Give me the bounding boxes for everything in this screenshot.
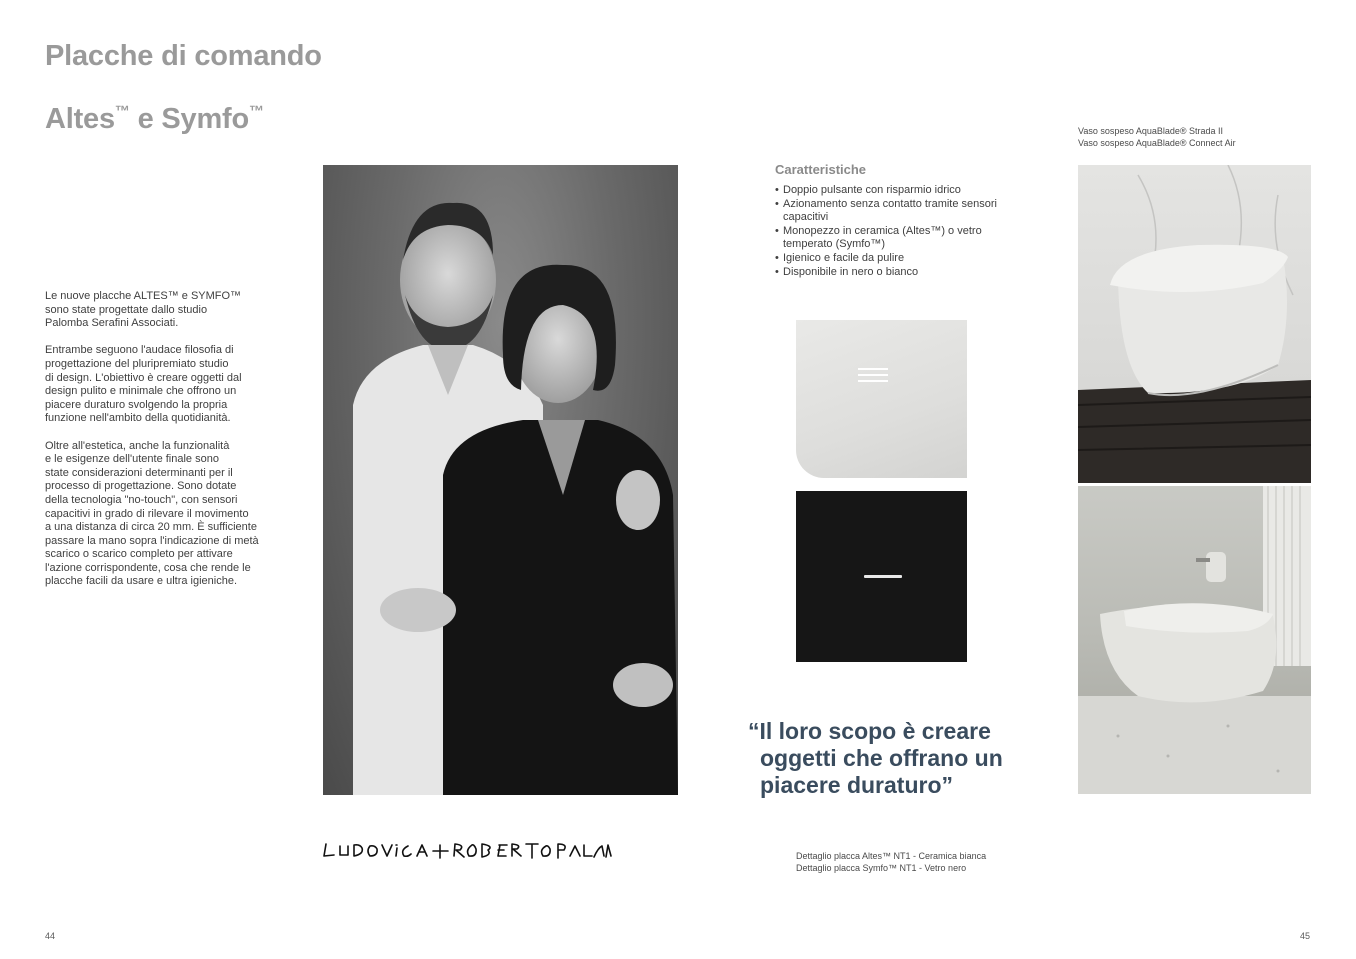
features-list <box>775 184 1010 279</box>
dual-flush-indicator-icon <box>858 368 888 386</box>
intro-text <box>45 290 277 603</box>
page-number-right: 45 <box>1300 931 1311 941</box>
altes-white-plate-photo <box>796 320 967 478</box>
connect-air-toilet-photo <box>1078 486 1311 794</box>
features-title: Caratteristiche <box>775 162 867 177</box>
flush-indicator-icon <box>864 575 902 578</box>
trademark-mark: ™ <box>114 103 130 120</box>
page-number-left: 44 <box>45 931 56 941</box>
quote-line: “Il loro scopo è creare <box>748 718 991 744</box>
intro-paragraph-2: Entrambe seguono l'audace filosofia di progettazione del pluripremiato studio di design. L'obiettivo è creare oggetti dal design pulito e minimale che offrono un piacere duraturo svolgendo la propria funzione nell'ambito della quotidianità. <box>45 344 242 425</box>
subtitle-symfo: e Symfo <box>129 103 250 135</box>
intro-paragraph-1: Le nuove placche ALTES™ e SYMFO™ sono state progettate dallo studio Palomba Serafini Associati. <box>45 290 242 330</box>
feature-item: • Doppio pulsante con risparmio idrico <box>775 184 1010 198</box>
feature-item: • Igienico e facile da pulire <box>775 252 1010 266</box>
intro-paragraph-3: Oltre all'estetica, anche la funzionalità e le esigenze dell'utente finale sono state considerazioni determinanti per il processo di progettazione. Sono dotate della tecnologia "no-touch", con sensori capacitivi in grado di rilevare il movimento a una distanza di circa 20 mm. È sufficiente passare la mano sopra l'indicazione di metà scarico o scarico completo per attivare l'azione corrispondente, cosa che rende le placche facili da usare e ultra igieniche. <box>45 439 259 588</box>
strada-toilet-photo <box>1078 165 1311 483</box>
feature-item: • Disponibile in nero o bianco <box>775 266 1010 280</box>
toilets-caption <box>1078 126 1236 149</box>
caption-line: Vaso sospeso AquaBlade® Strada II <box>1078 126 1224 136</box>
connect-air-toilet-illustration <box>1078 486 1311 794</box>
caption-line: Dettaglio placca Altes™ NT1 - Ceramica bianca <box>796 851 987 861</box>
subtitle-altes: Altes <box>45 103 115 135</box>
plates-caption <box>796 851 986 874</box>
designers-portrait-photo <box>323 165 678 795</box>
caption-line: Vaso sospeso AquaBlade® Connect Air <box>1078 137 1236 148</box>
strada-toilet-illustration <box>1078 165 1311 483</box>
caption-line: Dettaglio placca Symfo™ NT1 - Vetro nero <box>796 862 967 873</box>
quote-line: oggetti che offrano un <box>760 745 1003 771</box>
designers-signature <box>322 836 612 866</box>
page-title: Placche di comando <box>45 40 322 72</box>
page-subtitle <box>45 103 264 136</box>
symfo-black-plate-photo <box>796 491 967 662</box>
feature-item: • Monopezzo in ceramica (Altes™) o vetro temperato (Symfo™) <box>775 225 1010 252</box>
pull-quote <box>748 718 1048 799</box>
feature-item: • Azionamento senza contatto tramite sensori capacitivi <box>775 198 1010 225</box>
quote-line: piacere duraturo” <box>760 772 953 798</box>
trademark-mark: ™ <box>249 103 264 120</box>
portrait-illustration <box>323 165 678 795</box>
